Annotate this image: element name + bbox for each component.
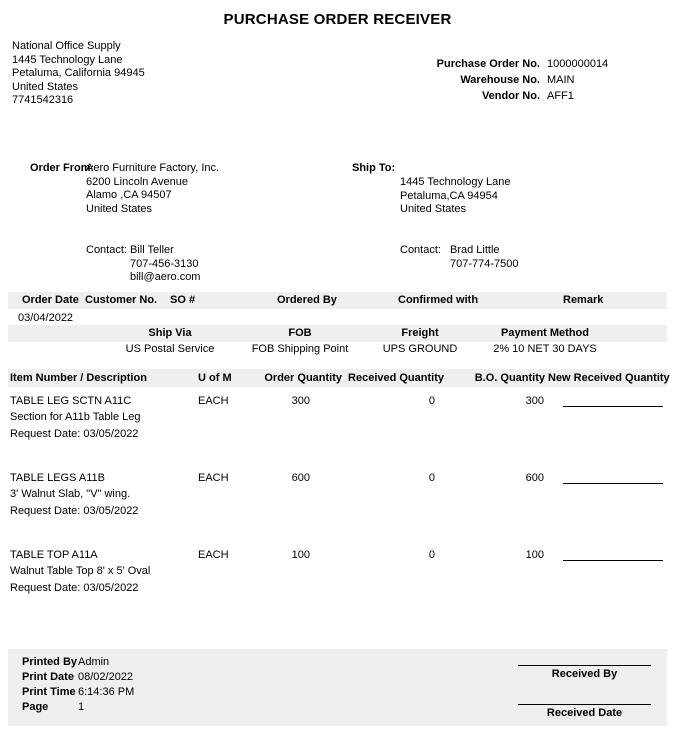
ship-via-header: Ship Via	[148, 327, 192, 339]
table-row	[0, 549, 675, 604]
warehouse-no-label: Warehouse No.	[460, 74, 540, 86]
company-name: National Office Supply	[12, 40, 121, 52]
ship-to-contact-phone: 707-774-7500	[450, 257, 519, 270]
order-from-contact-email: bill@aero.com	[130, 271, 201, 283]
ordered-by-header: Ordered By	[277, 294, 337, 306]
item-uom: EACH	[198, 395, 229, 407]
vendor-no-row	[385, 90, 665, 104]
item-name: TABLE TOP A11A	[10, 549, 98, 561]
order-quantity-header: Order Quantity	[264, 372, 342, 384]
ship-to-address2: Petaluma,CA 94954	[400, 189, 498, 202]
item-received-quantity: 0	[428, 472, 435, 484]
order-info-block	[385, 58, 665, 106]
payment-method-header: Payment Method	[500, 327, 589, 339]
vendor-no-value: AFF1	[547, 90, 574, 102]
item-order-quantity: 100	[291, 549, 310, 561]
payment-method-value: 2% 10 NET 30 DAYS	[493, 343, 597, 355]
uom-header: U of M	[198, 372, 232, 384]
order-from-contact-phone: 707-456-3130	[130, 257, 199, 270]
received-date-label: Received Date	[546, 707, 623, 719]
order-from-contact-label: Contact:	[86, 244, 127, 256]
ship-to-country: United States	[400, 203, 467, 215]
item-name: TABLE LEG SCTN A11C	[10, 395, 132, 407]
item-request-date: Request Date: 03/05/2022	[10, 505, 139, 517]
print-date-label: Print Date	[22, 671, 74, 683]
customer-no-header: Customer No.	[85, 294, 158, 306]
page-label: Page	[22, 701, 49, 713]
print-time-label: Print Time	[22, 686, 76, 698]
item-description: 3' Walnut Slab, "V" wing.	[10, 488, 131, 500]
page-value: 1	[78, 701, 85, 713]
ship-to-contact-name: Brad Little	[450, 244, 500, 256]
new-received-quantity-blank	[563, 550, 663, 561]
item-uom: EACH	[198, 472, 229, 484]
item-bo-quantity: 600	[525, 472, 544, 484]
ship-to-address1: 1445 Technology Lane	[400, 176, 511, 188]
order-from-name: Aero Furniture Factory, Inc.	[86, 162, 220, 174]
ship-to-label: Ship To:	[352, 162, 396, 174]
printed-by-label: Printed By	[22, 656, 78, 668]
received-by-signature-line	[518, 655, 651, 666]
order-from-label: Order From:	[30, 162, 95, 174]
company-address2: Petaluma, California 94945	[12, 67, 145, 79]
item-name: TABLE LEGS A11B	[10, 472, 105, 484]
new-received-quantity-header: New Received Quantity	[548, 372, 670, 384]
order-date-header: Order Date	[22, 294, 79, 306]
item-received-quantity: 0	[428, 395, 435, 407]
item-request-date: Request Date: 03/05/2022	[10, 428, 139, 440]
item-request-date: Request Date: 03/05/2022	[10, 582, 139, 594]
item-description: Section for A11b Table Leg	[10, 411, 141, 423]
page-title: PURCHASE ORDER RECEIVER	[223, 11, 452, 28]
order-date-value: 03/04/2022	[18, 312, 74, 324]
ship-via-value: US Postal Service	[125, 343, 215, 355]
fob-header: FOB	[288, 327, 312, 339]
received-by-label: Received By	[551, 668, 618, 680]
freight-header: Freight	[401, 327, 439, 339]
table-row	[0, 395, 675, 450]
bo-quantity-header: B.O. Quantity	[474, 372, 545, 384]
company-block	[12, 40, 145, 108]
print-time-value: 6:14:36 PM	[78, 686, 135, 698]
ship-to-block	[400, 176, 511, 217]
ship-to-contact-label: Contact:	[400, 244, 441, 256]
warehouse-no-value: MAIN	[547, 74, 575, 86]
received-quantity-header: Received Quantity	[348, 372, 444, 384]
order-from-block	[86, 162, 219, 216]
company-address1: 1445 Technology Lane	[12, 53, 123, 66]
printed-by-value: Admin	[78, 656, 110, 668]
confirmed-with-header: Confirmed with	[398, 294, 479, 306]
order-from-contact-block	[130, 244, 200, 285]
order-from-contact-name: Bill Teller	[130, 244, 174, 256]
print-date-value: 08/02/2022	[78, 671, 134, 683]
purchase-order-no-row	[385, 58, 665, 72]
remark-header: Remark	[563, 294, 604, 306]
item-bo-quantity: 300	[525, 395, 544, 407]
purchase-order-no-label: Purchase Order No.	[436, 58, 540, 70]
order-from-address2: Alamo ,CA 94507	[86, 189, 172, 201]
new-received-quantity-blank	[563, 473, 663, 484]
item-order-quantity: 300	[291, 395, 310, 407]
freight-value: UPS GROUND	[382, 343, 458, 355]
company-phone: 7741542316	[12, 94, 74, 106]
purchase-order-no-value: 1000000014	[547, 58, 609, 70]
company-country: United States	[12, 80, 79, 93]
new-received-quantity-blank	[563, 396, 663, 407]
item-order-quantity: 600	[291, 472, 310, 484]
item-bo-quantity: 100	[525, 549, 544, 561]
item-received-quantity: 0	[428, 549, 435, 561]
order-from-country: United States	[86, 202, 153, 215]
warehouse-no-row	[385, 74, 665, 88]
received-date-signature-line	[518, 694, 651, 705]
vendor-no-label: Vendor No.	[481, 90, 540, 102]
item-uom: EACH	[198, 549, 229, 561]
so-number-header: SO #	[170, 294, 196, 306]
item-description-header: Item Number / Description	[10, 372, 147, 384]
fob-value: FOB Shipping Point	[251, 343, 349, 355]
item-description: Walnut Table Top 8' x 5' Oval	[10, 565, 151, 577]
table-row	[0, 472, 675, 527]
ship-to-contact-block	[450, 244, 519, 271]
order-from-address1: 6200 Lincoln Avenue	[86, 175, 188, 188]
